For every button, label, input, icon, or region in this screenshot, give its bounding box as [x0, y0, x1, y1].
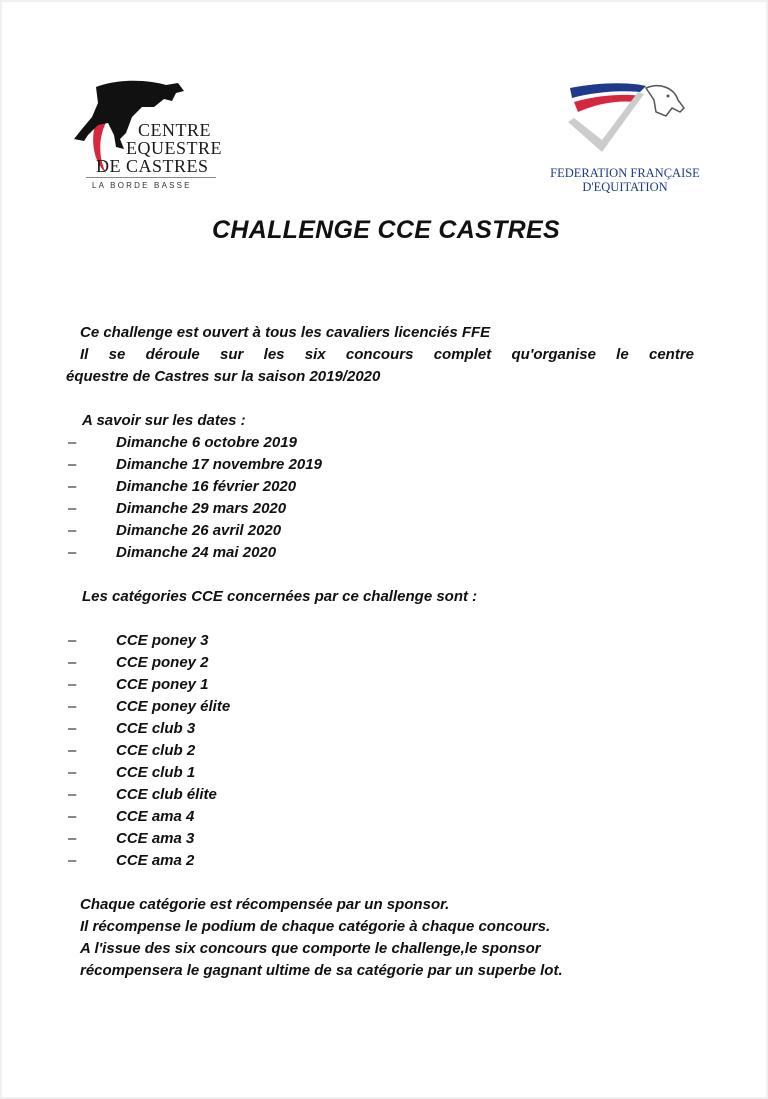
logo-text-de-castres: DE CASTRES: [96, 156, 209, 176]
list-bullet: –: [68, 654, 77, 671]
category-item: CCE ama 3: [116, 830, 195, 847]
dates-heading: A savoir sur les dates :: [82, 412, 246, 429]
list-bullet: –: [68, 786, 77, 803]
list-bullet: –: [68, 434, 77, 451]
category-item: CCE club élite: [116, 786, 217, 803]
category-item: CCE poney élite: [116, 698, 231, 715]
list-bullet: –: [68, 478, 77, 495]
closing-line-3: A l'issue des six concours que comporte le challenge,le sponsor: [80, 940, 541, 957]
list-bullet: –: [68, 698, 77, 715]
date-item: Dimanche 29 mars 2020: [116, 500, 287, 517]
closing-line-2: Il récompense le podium de chaque catégorie à chaque concours.: [80, 918, 551, 935]
intro-line-3: équestre de Castres sur la saison 2019/2020: [66, 368, 381, 385]
logo-text-centre: CENTRE: [138, 120, 211, 140]
list-bullet: –: [68, 456, 77, 473]
list-bullet: –: [68, 632, 77, 649]
ffe-horse-head-icon: [550, 78, 700, 162]
category-item: CCE club 3: [116, 720, 196, 737]
date-item: Dimanche 16 février 2020: [116, 478, 297, 495]
category-item: CCE ama 2: [116, 852, 195, 869]
closing-line-1: Chaque catégorie est récompensée par un sponsor.: [80, 896, 450, 913]
logo-divider: [86, 177, 216, 178]
list-bullet: –: [68, 852, 77, 869]
ffe-logo: [550, 78, 700, 198]
document-title: CHALLENGE CCE CASTRES: [212, 216, 560, 244]
intro-line-1: Ce challenge est ouvert à tous les cavaliers licenciés FFE: [80, 324, 491, 341]
category-item: CCE poney 2: [116, 654, 209, 671]
intro-line-2: Il se déroule sur les six concours complet qu'organise le centre: [80, 346, 694, 363]
category-item: CCE poney 1: [116, 676, 209, 693]
logo-subtitle: LA BORDE BASSE: [92, 181, 192, 190]
document-page: [2, 2, 766, 1097]
category-item: CCE club 2: [116, 742, 196, 759]
ffe-name-line1: FEDERATION FRANÇAISE: [550, 166, 700, 180]
ffe-name-line2: D'EQUITATION: [582, 180, 668, 194]
categories-heading: Les catégories CCE concernées par ce challenge sont :: [82, 588, 478, 605]
centre-equestre-logo: [68, 77, 228, 197]
date-item: Dimanche 6 octobre 2019: [116, 434, 297, 451]
list-bullet: –: [68, 808, 77, 825]
category-item: CCE poney 3: [116, 632, 209, 649]
list-bullet: –: [68, 544, 77, 561]
list-bullet: –: [68, 742, 77, 759]
ffe-name: [550, 166, 700, 194]
date-item: Dimanche 26 avril 2020: [116, 522, 282, 539]
list-bullet: –: [68, 500, 77, 517]
category-item: CCE ama 4: [116, 808, 195, 825]
list-bullet: –: [68, 676, 77, 693]
list-bullet: –: [68, 830, 77, 847]
list-bullet: –: [68, 720, 77, 737]
list-bullet: –: [68, 522, 77, 539]
date-item: Dimanche 24 mai 2020: [116, 544, 277, 561]
list-bullet: –: [68, 764, 77, 781]
logo-text-equestre: EQUESTRE: [126, 138, 222, 158]
date-item: Dimanche 17 novembre 2019: [116, 456, 322, 473]
category-item: CCE club 1: [116, 764, 196, 781]
closing-line-4: récompensera le gagnant ultime de sa catégorie par un superbe lot.: [80, 962, 563, 979]
